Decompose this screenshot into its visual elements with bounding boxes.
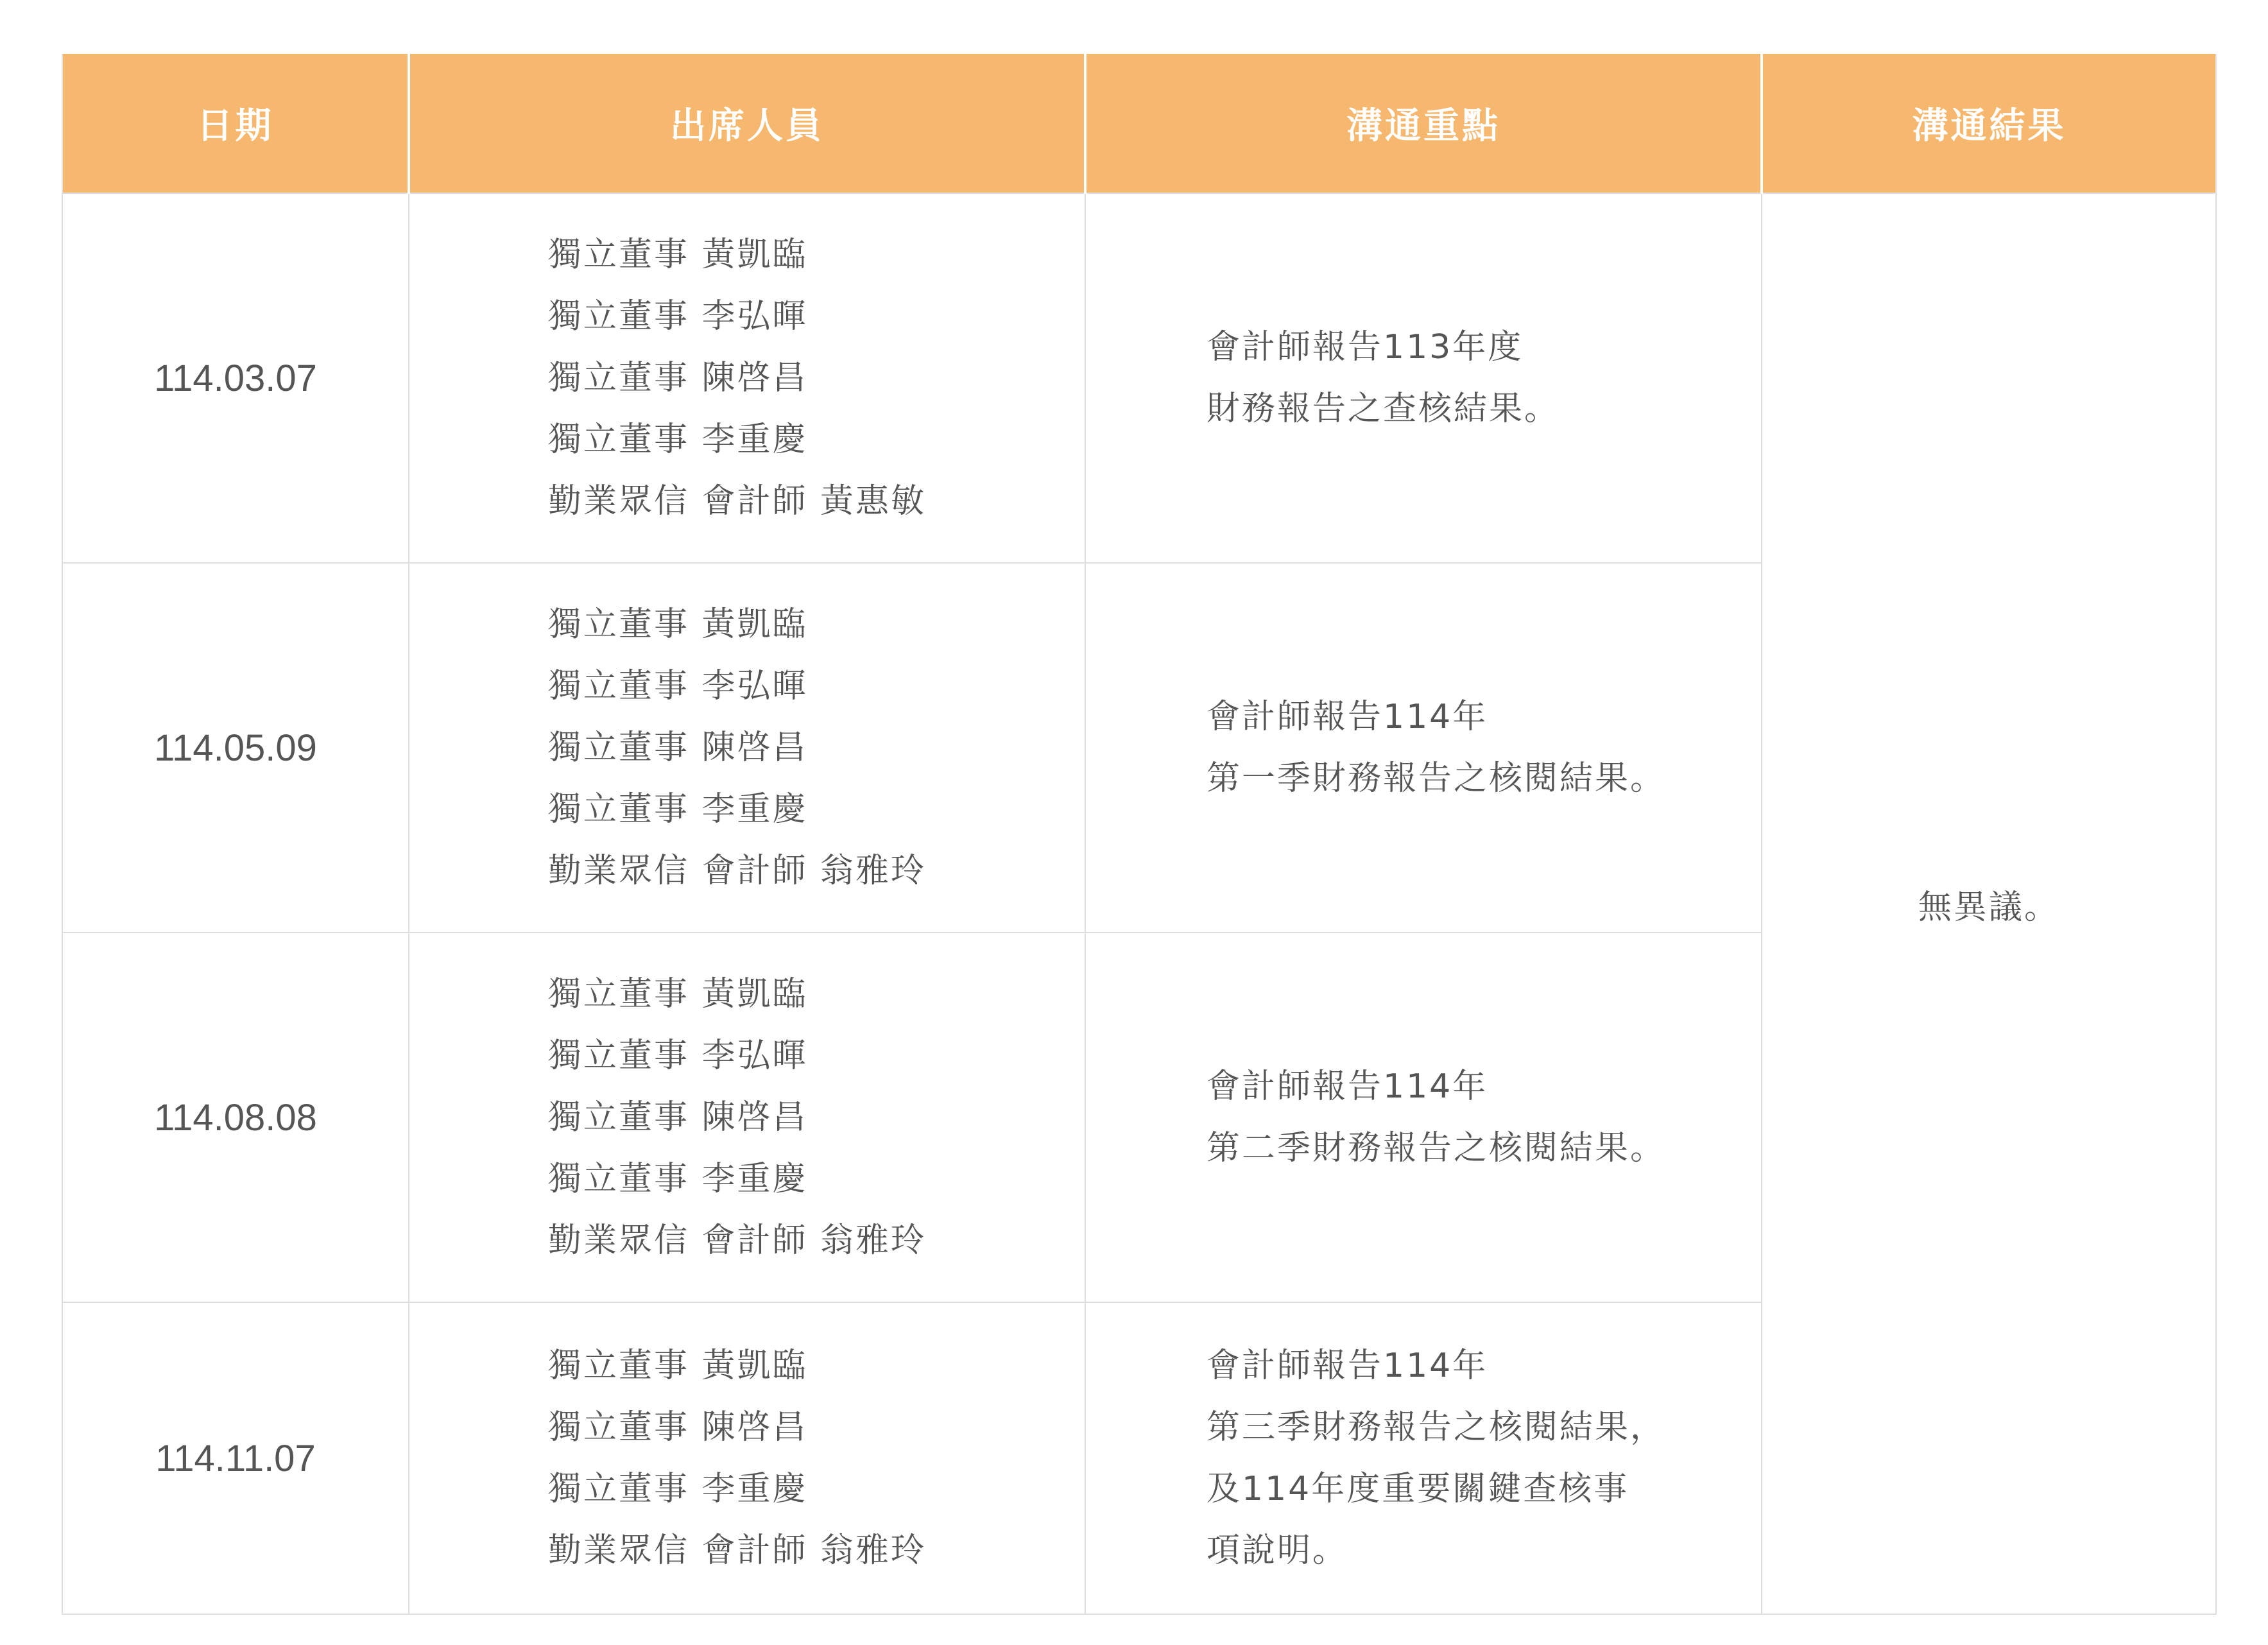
attendee-line: 獨立董事 李重慶	[548, 790, 808, 829]
focus-line: 第二季財務報告之核閱結果。	[1207, 1129, 1666, 1167]
communication-table-container	[62, 54, 2215, 1615]
focus-cell	[1085, 1302, 1762, 1614]
focus-line: 會計師報告114年	[1207, 698, 1488, 736]
date-cell: 114.03.07	[62, 193, 409, 563]
date-cell: 114.05.09	[62, 563, 409, 933]
communication-table	[62, 54, 2217, 1615]
attendee-line: 勤業眾信 會計師 翁雅玲	[548, 1221, 927, 1260]
focus-cell	[1085, 933, 1762, 1302]
focus-line: 及114年度重要關鍵查核事	[1207, 1470, 1629, 1508]
focus-cell	[1085, 193, 1762, 563]
focus-line: 會計師報告114年	[1207, 1067, 1488, 1106]
header-date: 日期	[62, 54, 409, 193]
attendee-line: 獨立董事 李弘暉	[548, 1037, 808, 1075]
header-result: 溝通結果	[1762, 54, 2216, 193]
attendee-line: 獨立董事 陳啓昌	[548, 1408, 808, 1447]
attendee-line: 勤業眾信 會計師 翁雅玲	[548, 852, 927, 890]
attendee-line: 獨立董事 黃凱臨	[548, 605, 808, 644]
attendee-line: 獨立董事 李弘暉	[548, 297, 808, 336]
attendees-cell	[409, 1302, 1085, 1614]
header-focus: 溝通重點	[1085, 54, 1762, 193]
attendee-line: 獨立董事 陳啓昌	[548, 359, 808, 397]
attendee-line: 獨立董事 李重慶	[548, 1470, 808, 1508]
attendee-line: 獨立董事 陳啓昌	[548, 728, 808, 767]
focus-line: 會計師報告114年	[1207, 1347, 1488, 1385]
attendee-line: 勤業眾信 會計師 黃惠敏	[548, 482, 927, 521]
attendees-cell	[409, 563, 1085, 933]
table-row	[62, 193, 2216, 563]
attendees-cell	[409, 933, 1085, 1302]
attendee-line: 獨立董事 李弘暉	[548, 667, 808, 705]
focus-line: 財務報告之查核結果。	[1207, 390, 1560, 428]
date-cell: 114.08.08	[62, 933, 409, 1302]
table-body	[62, 193, 2216, 1614]
focus-line: 會計師報告113年度	[1207, 328, 1524, 366]
attendee-line: 獨立董事 李重慶	[548, 1160, 808, 1198]
attendee-line: 獨立董事 黃凱臨	[548, 975, 808, 1013]
attendee-line: 獨立董事 黃凱臨	[548, 236, 808, 274]
focus-line: 第三季財務報告之核閱結果，	[1207, 1408, 1666, 1447]
focus-cell	[1085, 563, 1762, 933]
header-row	[62, 54, 2216, 193]
attendee-line: 勤業眾信 會計師 翁雅玲	[548, 1531, 927, 1570]
focus-line: 第一季財務報告之核閱結果。	[1207, 759, 1666, 798]
header-attendees: 出席人員	[409, 54, 1085, 193]
date-cell: 114.11.07	[62, 1302, 409, 1614]
attendee-line: 獨立董事 黃凱臨	[548, 1347, 808, 1385]
attendees-cell	[409, 193, 1085, 563]
focus-line: 項說明。	[1207, 1531, 1348, 1570]
result-cell: 無異議。	[1762, 193, 2216, 1614]
table-header	[62, 54, 2216, 193]
attendee-line: 獨立董事 李重慶	[548, 420, 808, 459]
attendee-line: 獨立董事 陳啓昌	[548, 1098, 808, 1137]
